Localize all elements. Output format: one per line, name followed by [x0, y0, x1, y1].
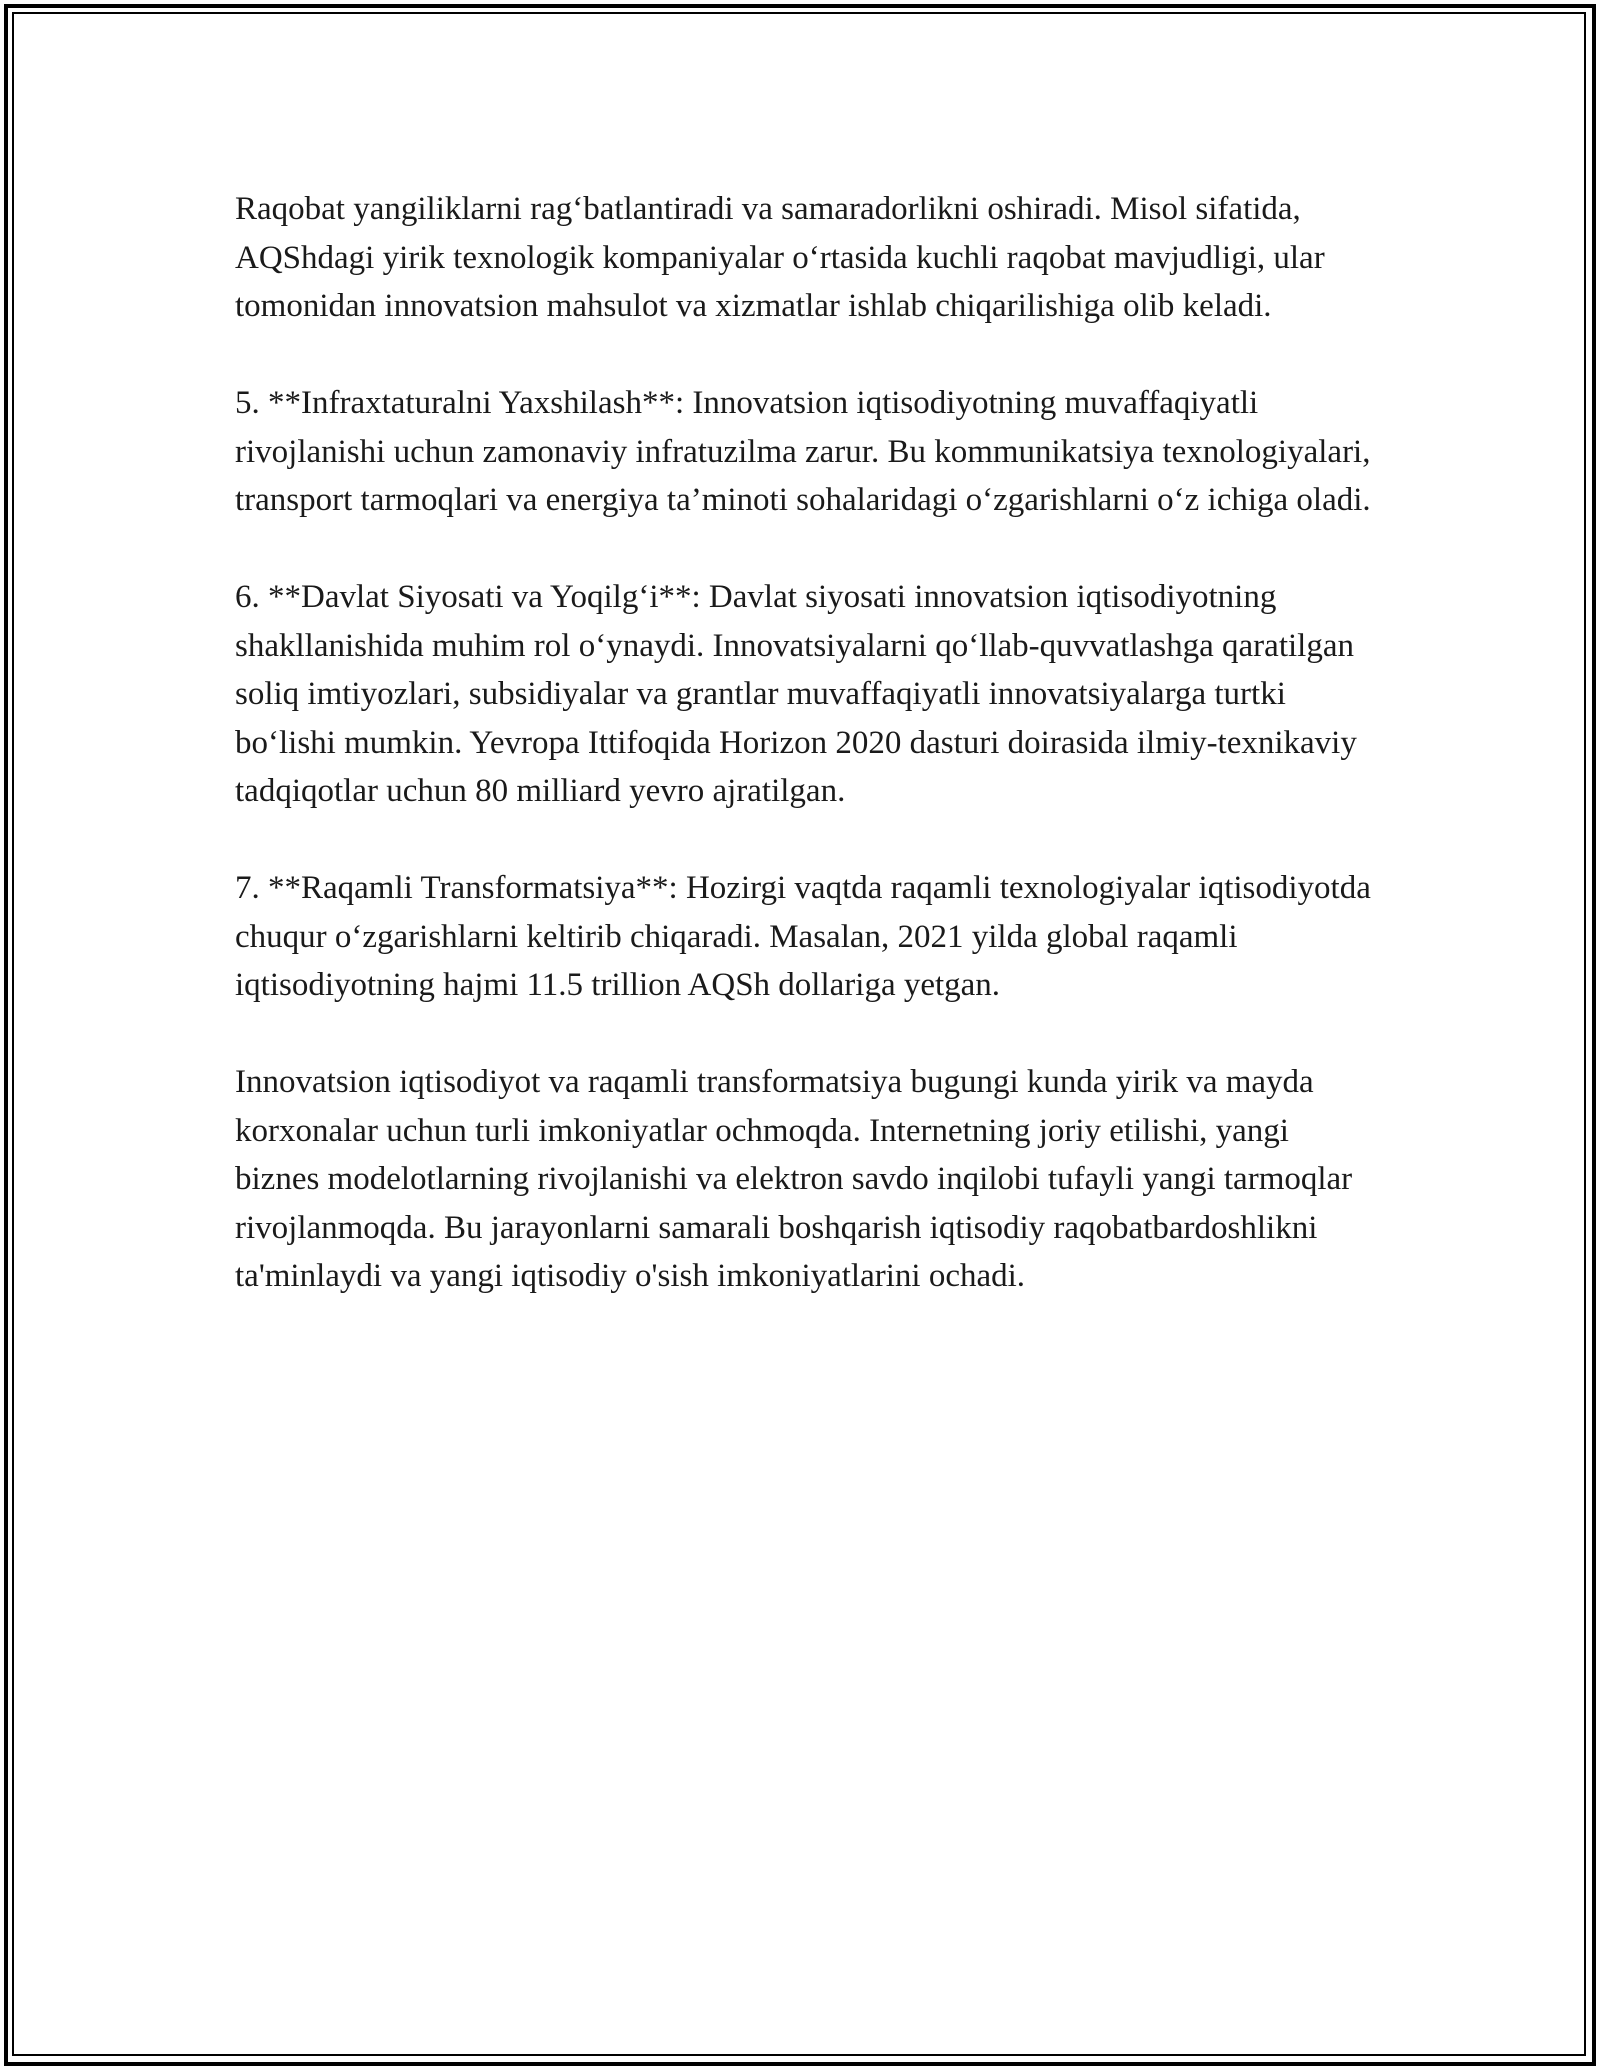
paragraph-infrastructure: 5. **Infraxtaturalni Yaxshilash**: Innovatsion iqtisodiyotning muvaffaqiyatli rivojlanishi uchun zamonaviy infratuzilma zarur. Bu kommunikatsiya texnologiyalari, transport tarmoqlari va energiya ta’minoti sohalaridagi o‘zgarishlarni o‘z ichiga oladi. — [235, 385, 1371, 518]
paragraph-competition: Raqobat yangiliklarni rag‘batlantiradi va samaradorlikni oshiradi. Misol sifatida, AQShdagi yirik texnologik kompaniyalar o‘rtasida kuchli raqobat mavjudligi, ular tomonidan innovatsion mahsulot va xizmatlar ishlab chiqarilishiga olib keladi. — [235, 191, 1325, 324]
paragraph-state-policy: 6. **Davlat Siyosati va Yoqilg‘i**: Davlat siyosati innovatsion iqtisodiyotning shakllanishida muhim rol o‘ynaydi. Innovatsiyalarni qo‘llab-quvvatlashga qaratilgan soliq imtiyozlari, subsidiyalar va grantlar muvaffaqiyatli innovatsiyalarga turtki bo‘lishi mumkin. Yevropa Ittifoqida Horizon 2020 dasturi doirasida ilmiy-texnikaviy tadqiqotlar uchun 80 milliard yevro ajratilgan. — [235, 579, 1357, 809]
document-body — [235, 185, 1380, 1349]
paragraph-digital-transformation: 7. **Raqamli Transformatsiya**: Hozirgi vaqtda raqamli texnologiyalar iqtisodiyotda chuqur o‘zgarishlarni keltirib chiqaradi. Masalan, 2021 yilda global raqamli iqtisodiyotning hajmi 11.5 trillion AQSh dollariga yetgan. — [235, 870, 1371, 1003]
paragraph-conclusion: Innovatsion iqtisodiyot va raqamli transformatsiya bugungi kunda yirik va mayda korxonalar uchun turli imkoniyatlar ochmoqda. Internetning joriy etilishi, yangi biznes modelotlarning rivojlanishi va elektron savdo inqilobi tufayli yangi tarmoqlar rivojlanmoqda. Bu jarayonlarni samarali boshqarish iqtisodiy raqobatbardoshlikni ta'minlaydi va yangi iqtisodiy o'sish imkoniyatlarini ochadi. — [235, 1064, 1353, 1294]
